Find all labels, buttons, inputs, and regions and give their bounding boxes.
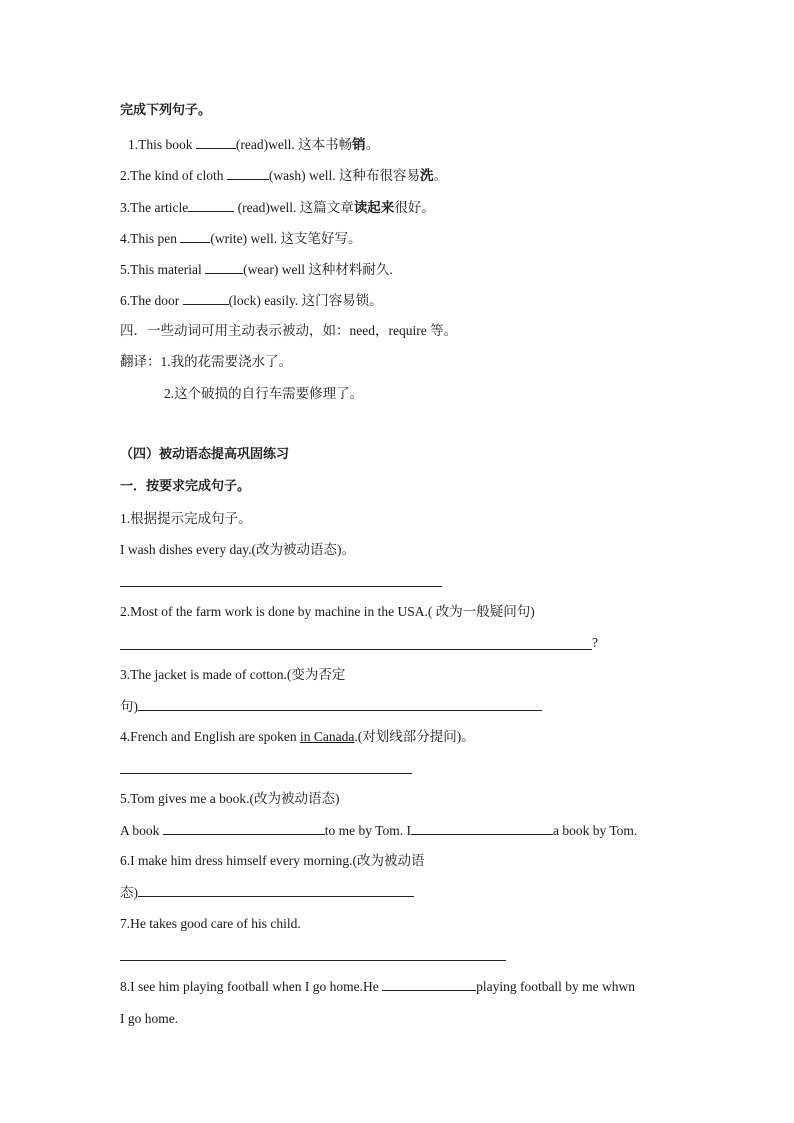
translate-item-1: 翻译：1.我的花需要浇水了。 bbox=[120, 354, 293, 369]
answer-blank[interactable] bbox=[188, 198, 234, 212]
question-2: 2.Most of the farm work is done by machine in the USA.( 改为一般疑问句) bbox=[120, 604, 535, 619]
question-6: 6.I make him dress himself every morning.(改为被动语 bbox=[120, 853, 425, 868]
question-1: I wash dishes every day.(改为被动语态)。 bbox=[120, 542, 355, 557]
translate-item-2: 2.这个破损的自行车需要修理了。 bbox=[164, 386, 364, 401]
question-7: 7.He takes good care of his child. bbox=[120, 916, 301, 931]
answer-blank[interactable] bbox=[138, 883, 414, 897]
answer-blank[interactable] bbox=[138, 697, 542, 711]
question-1-head: 1.根据提示完成句子。 bbox=[120, 511, 252, 526]
answer-line[interactable] bbox=[120, 586, 442, 587]
answer-line[interactable] bbox=[120, 960, 506, 961]
answer-blank[interactable] bbox=[183, 291, 229, 305]
question-6-cont: 态) bbox=[120, 883, 414, 902]
question-mark: ? bbox=[592, 635, 598, 650]
question-5: 5.Tom gives me a book.(改为被动语态) bbox=[120, 791, 340, 806]
answer-blank[interactable] bbox=[205, 260, 243, 274]
question-3-cont: 句) bbox=[120, 697, 542, 716]
question-8: 8.I see him playing football when I go home.He playing football by me whwn bbox=[120, 979, 636, 994]
exercise-item-4: 4.This pen (write) well. 这支笔好写。 bbox=[120, 231, 362, 246]
exercise-item-3: 3.The article (read)well. 这篇文章读起来很好。 bbox=[120, 200, 435, 215]
section-subtitle: 一．按要求完成句子。 bbox=[120, 479, 251, 494]
question-4: 4.French and English are spoken in Canada.(对划线部分提问)。 bbox=[120, 729, 475, 744]
answer-blank[interactable] bbox=[227, 166, 269, 180]
answer-blank[interactable] bbox=[411, 821, 553, 835]
exercise-item-6: 6.The door (lock) easily. 这门容易锁。 bbox=[120, 293, 383, 308]
question-3: 3.The jacket is made of cotton.(变为否定 bbox=[120, 667, 346, 682]
answer-blank[interactable] bbox=[382, 977, 476, 991]
exercise-item-2: 2.The kind of cloth (wash) well. 这种布很容易洗。 bbox=[120, 168, 447, 183]
answer-line[interactable] bbox=[120, 773, 412, 774]
exercise-item-1: 1.This book (read)well. 这本书畅销。 bbox=[128, 137, 380, 152]
section-title: （四）被动语态提高巩固练习 bbox=[120, 447, 290, 462]
answer-blank[interactable] bbox=[180, 229, 210, 243]
section-title: 完成下列句子。 bbox=[120, 103, 212, 118]
exercise-item-5: 5.This material (wear) well 这种材料耐久. bbox=[120, 262, 393, 277]
answer-line[interactable] bbox=[120, 649, 592, 650]
question-8-cont: I go home. bbox=[120, 1011, 179, 1026]
answer-blank[interactable] bbox=[196, 135, 236, 149]
rule-text: 四．一些动词可用主动表示被动，如：need，require 等。 bbox=[120, 323, 458, 338]
question-5-answer: A book to me by Tom. I a book by Tom. bbox=[120, 823, 638, 838]
answer-blank[interactable] bbox=[163, 821, 325, 835]
